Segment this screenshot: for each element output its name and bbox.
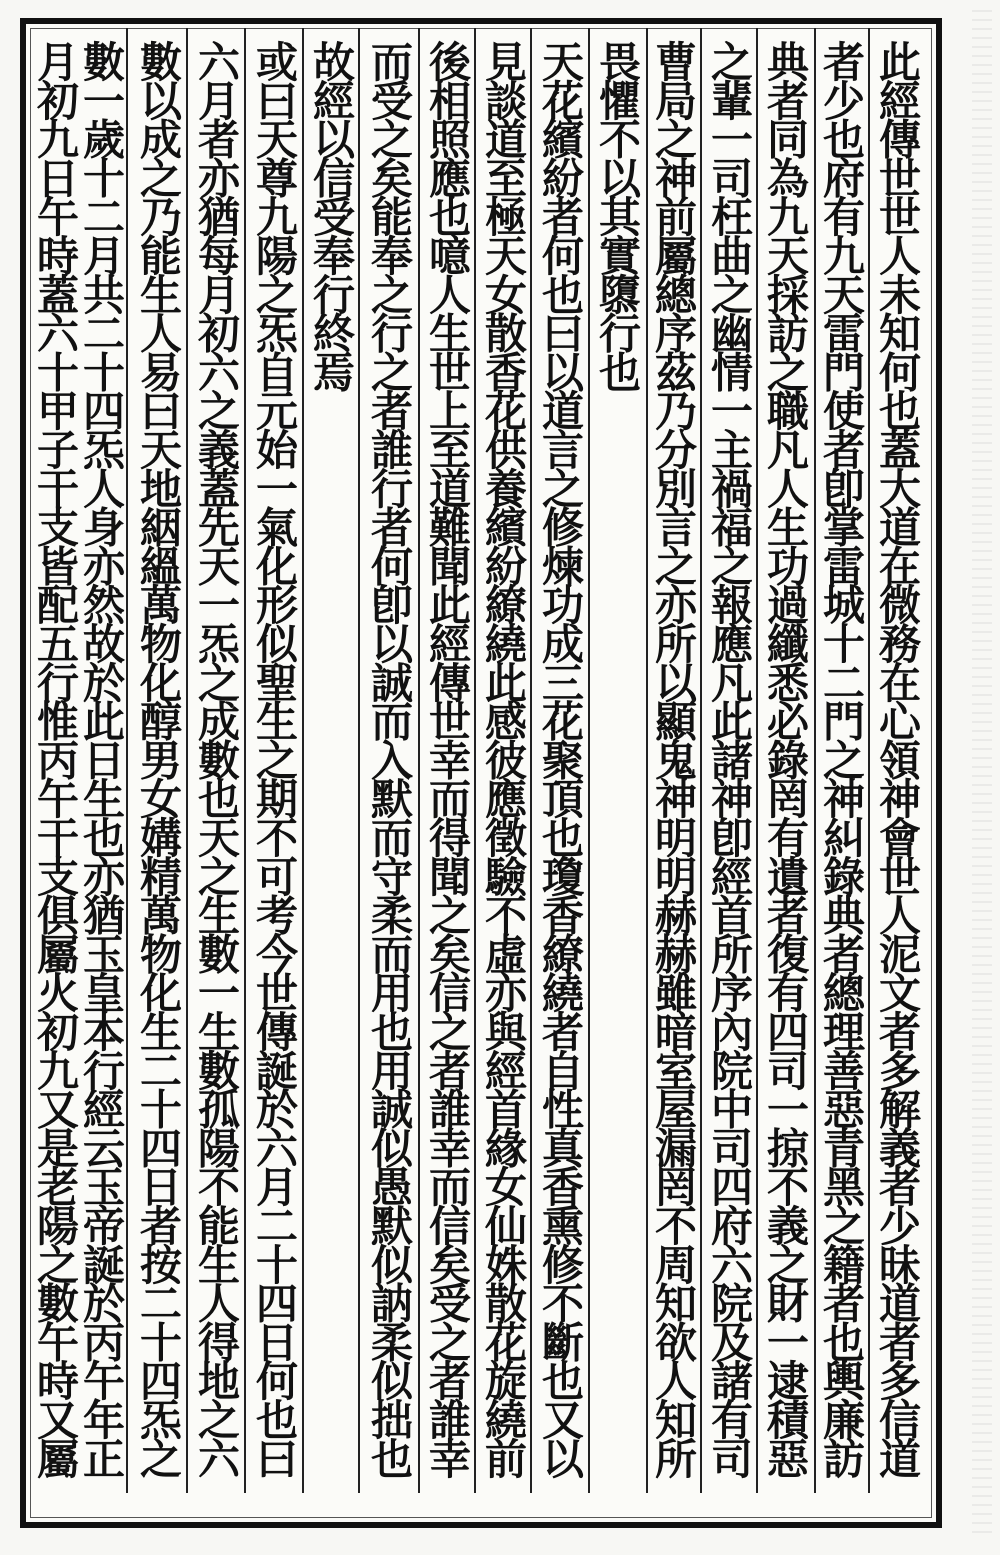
column-rule	[244, 28, 246, 1493]
column-text: 畏懼不以其實隳行也	[593, 40, 642, 390]
column-text: 月初九日午時蓋六十甲子干支皆配五行惟丙午干支俱屬火初九又是老陽之數午時又屬	[31, 40, 80, 1476]
text-column	[131, 40, 185, 1485]
text-column	[247, 40, 301, 1485]
column-text: 後相照應也噫人生世上至道難聞此經傳世幸而得聞之矣信之者誰幸而信矣受之者誰幸	[423, 40, 472, 1476]
text-column	[870, 40, 924, 1485]
column-text: 而受之矣能奉之行之者誰行者何卽以誠而入默而守柔而用也用誠似愚默似訥柔似拙也	[365, 40, 414, 1476]
text-column	[758, 40, 812, 1485]
column-text: 數以成之乃能生人易曰天地絪縕萬物化醇男女媾精萬物化生二十四日者按二十四炁之	[134, 40, 183, 1476]
text-column	[814, 40, 868, 1485]
column-rule	[358, 28, 360, 1493]
page-edge-texture	[972, 10, 992, 1540]
text-column	[476, 40, 530, 1485]
column-text: 六月者亦猶每月初六之義蓋先天一炁之成數也天之生數一生數孤陽不能生人得地之六	[192, 40, 241, 1476]
text-column	[362, 40, 416, 1485]
text-column	[420, 40, 474, 1485]
column-text: 天花繽紛者何也曰以道言之修煉功成三花聚頂也瓊香繚繞者自性真香熏修不斷也又以	[536, 40, 585, 1476]
text-column	[646, 40, 700, 1485]
column-text: 者少也府有九天雷門使者卽掌雷城十二門之神糾錄典者總理善惡青黑之籍者也輿廉訪	[817, 40, 866, 1476]
column-text: 故經以信受奉行終焉	[307, 40, 356, 390]
text-column	[533, 40, 587, 1485]
column-text: 或曰天尊九陽之炁自元始一氣化形似聖生之期不可考今世傳誕於六月二十四日何也曰	[250, 40, 299, 1476]
column-text: 見談道至極天女散香花供養繽紛繚繞此感彼應徵驗不虛亦與經首緣女仙姝散花旋繞前	[479, 40, 528, 1476]
text-column	[590, 40, 644, 1485]
column-text: 此經傳世世人未知何也蓋大道在微務在心領神會世人泥文者多解義者少昧道者多信道	[873, 40, 922, 1476]
column-rule	[530, 28, 532, 1493]
text-column	[304, 40, 358, 1485]
column-text: 曹局之神前屬總序茲乃分別言之亦所以顯鬼神明明赫赫雖暗室屋漏罔不周知欲人知所	[649, 40, 698, 1476]
text-column	[189, 40, 243, 1485]
column-text: 典者同為九天採訪之職凡人生功過纖悉必錄罔有遺者復有四司一掠不義之財一逮積惡	[761, 40, 810, 1476]
column-text: 數一歲十二月共二十四炁人身亦然故於此日生也亦猶玉皇本行經云玉帝誕於丙午年正	[77, 40, 126, 1476]
text-column	[28, 40, 82, 1485]
column-rule	[186, 28, 188, 1493]
column-text: 之輩一司枉曲之幽情一主禍福之報應凡此諸神卽經首所序內院中司四府六院及諸有司	[705, 40, 754, 1476]
text-column	[702, 40, 756, 1485]
text-column	[74, 40, 128, 1485]
